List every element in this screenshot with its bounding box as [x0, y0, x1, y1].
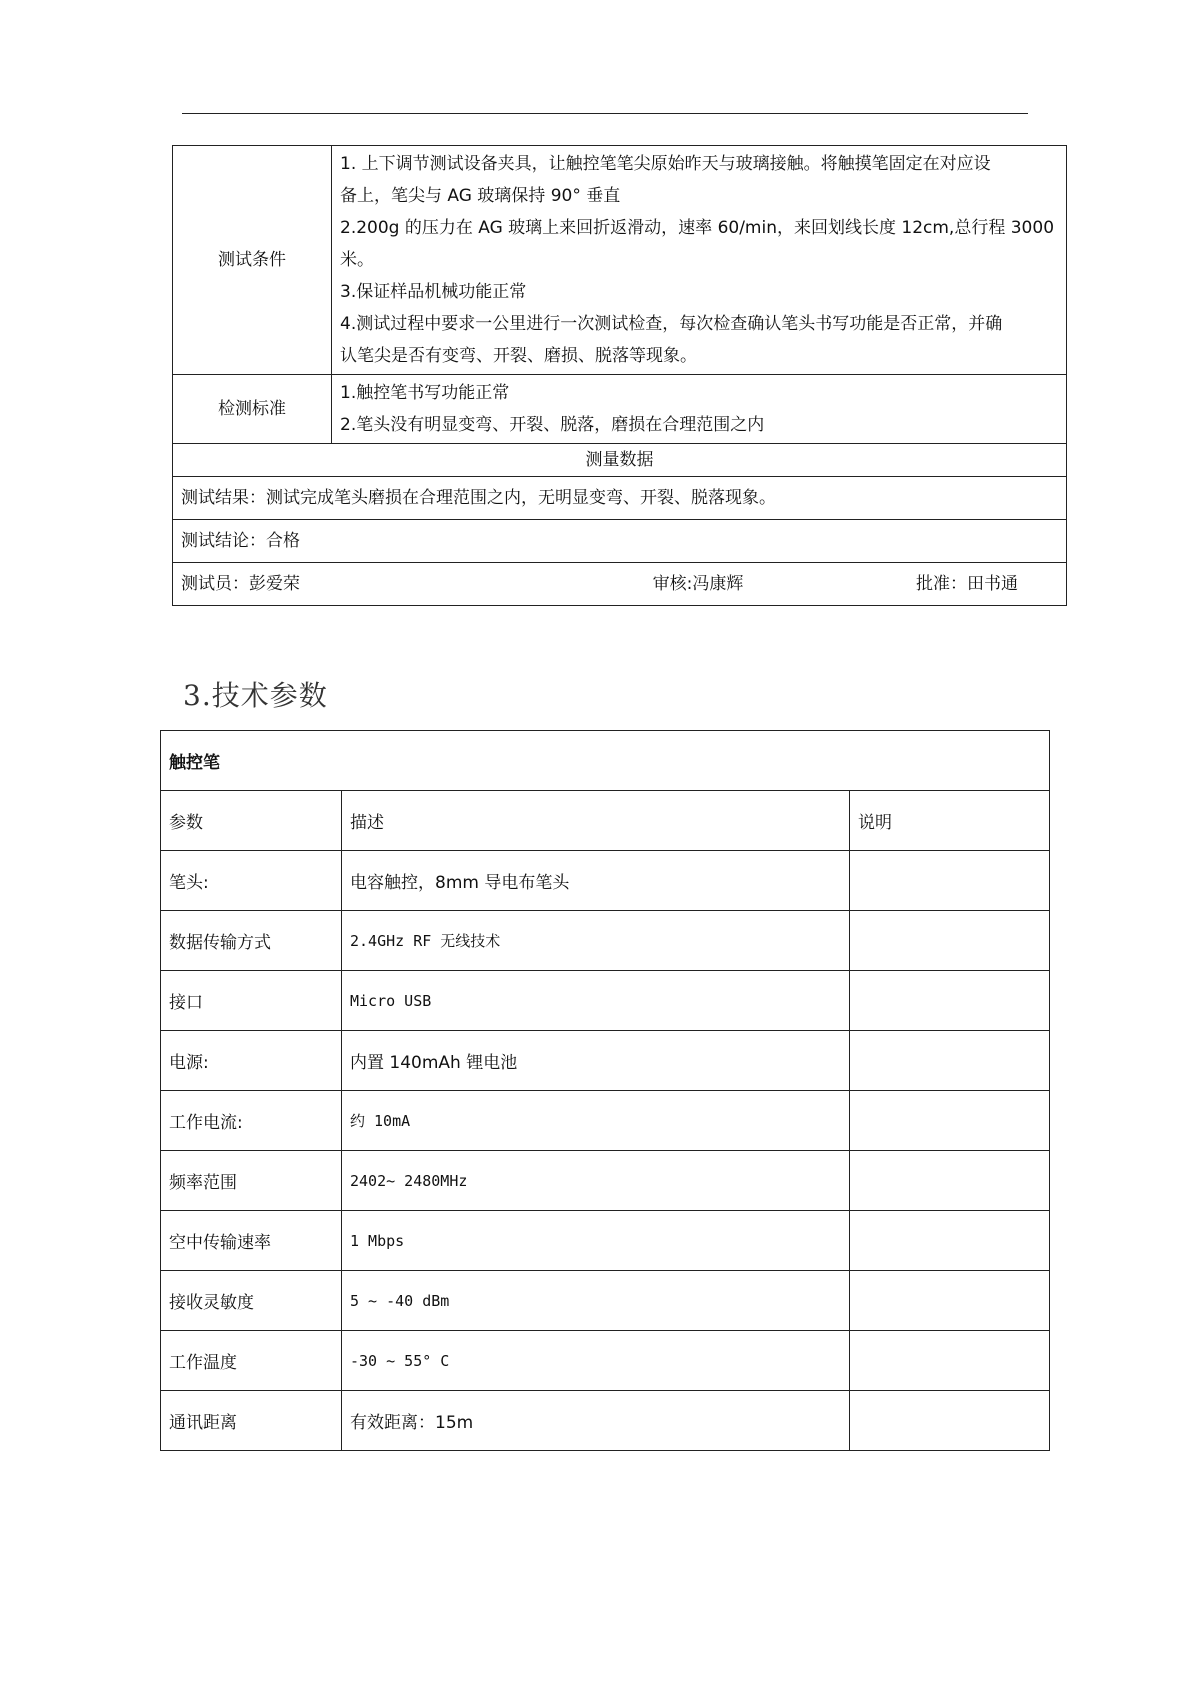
conditions-line: 2.200g 的压力在 AG 玻璃上来回折返滑动，速率 60/min，来回划线长度 12cm,总行程 3000 — [340, 218, 1055, 238]
test-conclusion: 测试结论：合格 — [173, 520, 1067, 563]
conditions-content — [332, 146, 1067, 375]
reviewer-name: 审核:冯康辉 — [652, 574, 744, 594]
measure-header-row — [173, 444, 1067, 477]
note-cell — [850, 1151, 1050, 1211]
param-cell: 工作电流: — [161, 1091, 342, 1151]
conditions-line: 3.保证样品机械功能正常 — [340, 282, 527, 302]
note-cell — [850, 1031, 1050, 1091]
param-cell: 笔头: — [161, 851, 342, 911]
note-cell — [850, 911, 1050, 971]
param-cell: 空中传输速率 — [161, 1211, 342, 1271]
note-cell — [850, 851, 1050, 911]
desc-cell: 约 10mA — [342, 1091, 850, 1151]
desc-cell: 1 Mbps — [342, 1211, 850, 1271]
conditions-label: 测试条件 — [173, 146, 332, 375]
standard-content — [332, 375, 1067, 444]
conditions-line: 4.测试过程中要求一公里进行一次测试检查，每次检查确认笔头书写功能是否正常，并确 — [340, 314, 1003, 334]
table-row — [161, 1391, 1050, 1451]
table-row — [161, 971, 1050, 1031]
conditions-line: 米。 — [340, 250, 374, 270]
conditions-line: 1. 上下调节测试设备夹具，让触控笔笔尖原始昨天与玻璃接触。将触摸笔固定在对应设 — [340, 154, 991, 174]
table-row — [161, 1331, 1050, 1391]
param-cell: 通讯距离 — [161, 1391, 342, 1451]
approver-name: 批准：田书通 — [915, 574, 1018, 594]
table-row — [161, 1091, 1050, 1151]
header-note: 说明 — [850, 791, 1050, 851]
desc-cell: Micro USB — [342, 971, 850, 1031]
conditions-line: 认笔尖是否有变弯、开裂、磨损、脱落等现象。 — [340, 346, 697, 366]
result-row — [173, 477, 1067, 520]
desc-cell: 5 ~ -40 dBm — [342, 1271, 850, 1331]
table-row — [161, 1211, 1050, 1271]
test-record-table — [172, 145, 1067, 606]
spec-table-title: 触控笔 — [161, 731, 1050, 791]
standard-line: 2.笔头没有明显变弯、开裂、脱落，磨损在合理范围之内 — [340, 415, 765, 435]
standard-label: 检测标准 — [173, 375, 332, 444]
measure-header: 测量数据 — [173, 444, 1067, 477]
header-desc: 描述 — [342, 791, 850, 851]
standard-row — [173, 375, 1067, 444]
tester-name: 测试员：彭爱荣 — [181, 574, 300, 594]
param-cell: 数据传输方式 — [161, 911, 342, 971]
table-row — [161, 851, 1050, 911]
param-cell: 电源: — [161, 1031, 342, 1091]
conclusion-row — [173, 520, 1067, 563]
desc-cell: 2402~ 2480MHz — [342, 1151, 850, 1211]
param-cell: 接口 — [161, 971, 342, 1031]
note-cell — [850, 971, 1050, 1031]
desc-cell: 有效距离：15m — [342, 1391, 850, 1451]
param-cell: 接收灵敏度 — [161, 1271, 342, 1331]
conditions-row — [173, 146, 1067, 375]
standard-line: 1.触控笔书写功能正常 — [340, 383, 510, 403]
section-title: 3.技术参数 — [183, 679, 328, 712]
spec-header-row — [161, 791, 1050, 851]
test-result: 测试结果：测试完成笔头磨损在合理范围之内，无明显变弯、开裂、脱落现象。 — [173, 477, 1067, 520]
conditions-line: 备上，笔尖与 AG 玻璃保持 90° 垂直 — [340, 186, 621, 206]
header-param: 参数 — [161, 791, 342, 851]
spec-title-row — [161, 731, 1050, 791]
table-row — [161, 911, 1050, 971]
param-cell: 工作温度 — [161, 1331, 342, 1391]
note-cell — [850, 1391, 1050, 1451]
param-cell: 频率范围 — [161, 1151, 342, 1211]
spec-table — [160, 730, 1050, 1451]
desc-cell: 电容触控，8mm 导电布笔头 — [342, 851, 850, 911]
note-cell — [850, 1211, 1050, 1271]
desc-cell: 内置 140mAh 锂电池 — [342, 1031, 850, 1091]
table-row — [161, 1271, 1050, 1331]
signers-row — [173, 563, 1067, 606]
table-row — [161, 1031, 1050, 1091]
header-rule — [182, 113, 1028, 114]
note-cell — [850, 1331, 1050, 1391]
signers-cell — [173, 563, 1067, 606]
desc-cell: 2.4GHz RF 无线技术 — [342, 911, 850, 971]
desc-cell: -30 ~ 55° C — [342, 1331, 850, 1391]
table-row — [161, 1151, 1050, 1211]
note-cell — [850, 1091, 1050, 1151]
note-cell — [850, 1271, 1050, 1331]
